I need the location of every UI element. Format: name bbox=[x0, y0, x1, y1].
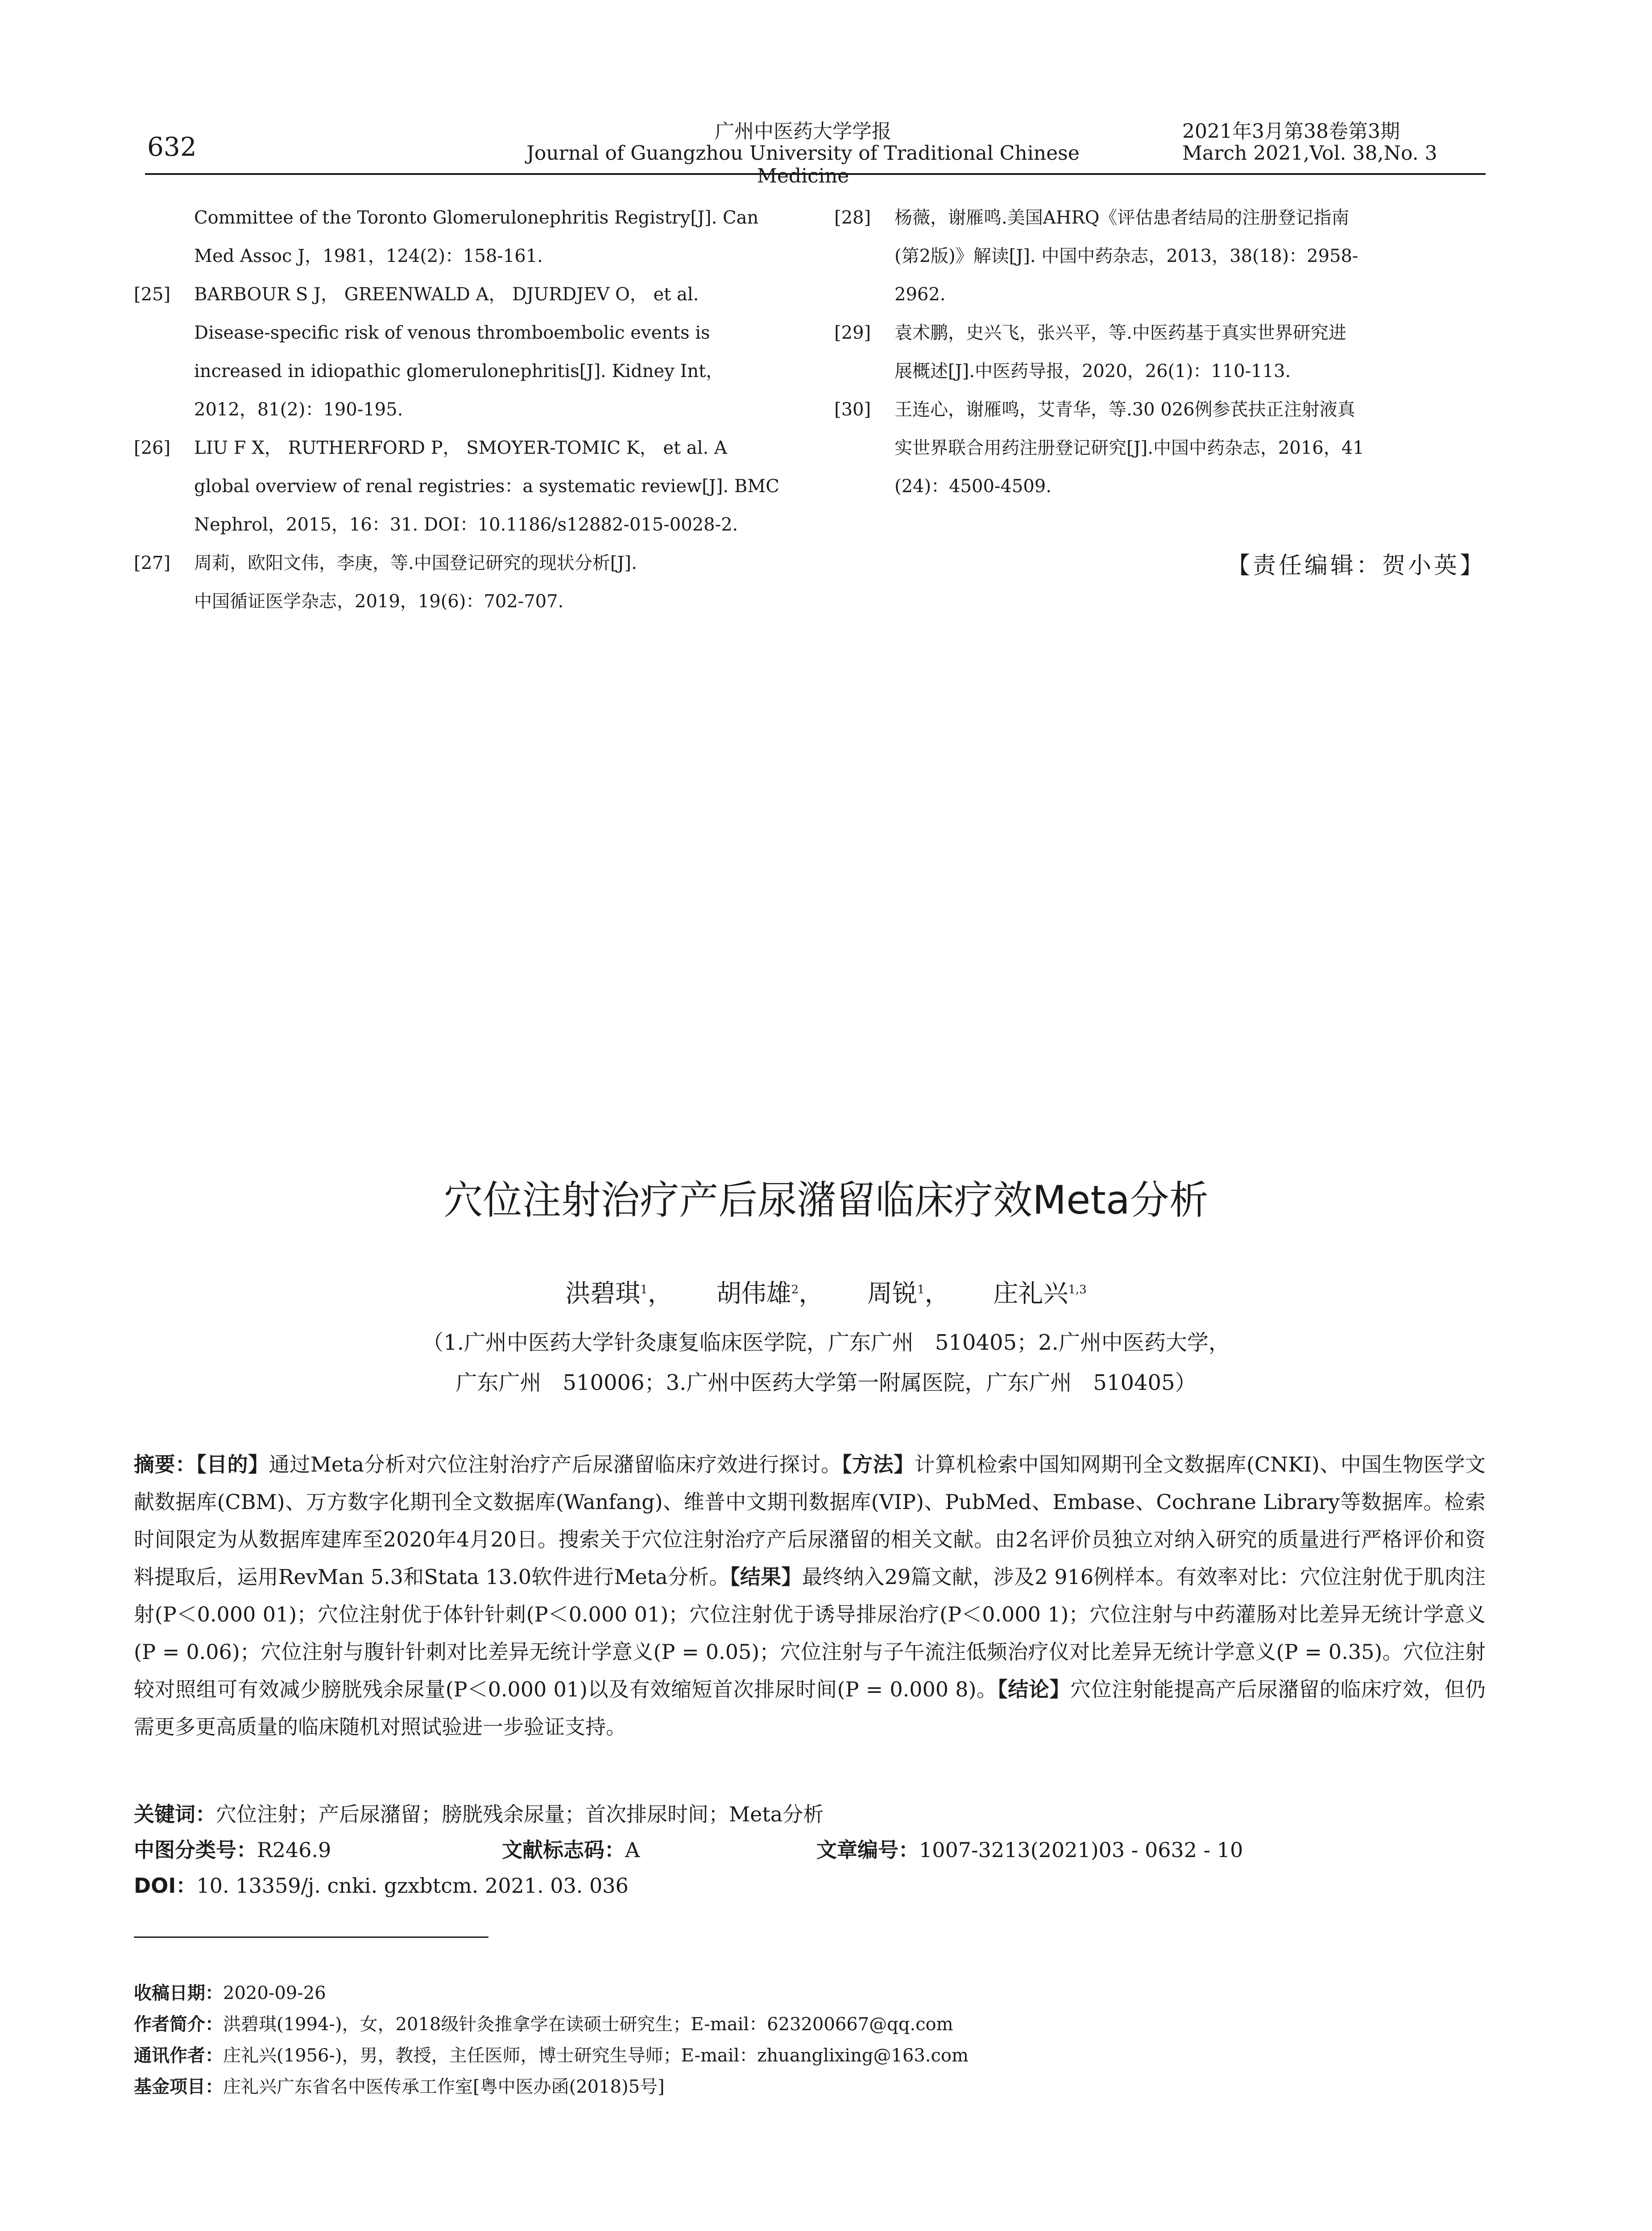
author: 周锐$^1$， bbox=[867, 1279, 950, 1308]
author: 胡伟雄$^2$， bbox=[716, 1279, 824, 1308]
objective-text: 通过Meta分析对穴位注射治疗产后尿潴留临床疗效进行探讨。 bbox=[269, 1452, 842, 1476]
reference-28 bbox=[834, 199, 1486, 314]
article-title: 穴位注射治疗产后尿潴留临床疗效Meta分析 bbox=[443, 1177, 1209, 1223]
doi-label: DOI： bbox=[134, 1874, 197, 1898]
reference-27 bbox=[134, 544, 785, 621]
doi-value: 10. 13359/j. cnki. gzxbtcm. 2021. 03. 036 bbox=[196, 1874, 629, 1898]
footnote-received: 收稿日期：2020-09-26 bbox=[134, 1983, 326, 2003]
clc-number: 中图分类号：R246.9 bbox=[134, 1838, 331, 1862]
methods-text: 计算机检索中国知网期刊全文数据库(CNKI)、中国生物医学文献数据库(CBM)、万方数字化期刊全文数据库(Wanfang)、维普中文期刊数据库(VIP)、PubMed、Embase、Cochrane Library等数据库。检索时间限定为从数据库建库至2020年4月20日。搜索关于穴位注射治疗产后尿潴留的相关文献。由2名评价员独立对纳入研究的质量进行严格评价和资料提取后，运用RevMan 5.3和Stata 13.0软件进行Meta分析。 bbox=[134, 1452, 1486, 1589]
author: 洪碧琪$^1$， bbox=[565, 1279, 673, 1308]
footnote-author-bio: 作者简介：洪碧琪(1994-)，女，2018级针灸推拿学在读硕士研究生；E-mail：623200667@qq.com bbox=[134, 2014, 953, 2035]
reference-number: [27] bbox=[134, 553, 171, 573]
conclusion-label: 【结论】 bbox=[997, 1677, 1070, 1701]
footnote-funding: 基金项目：庄礼兴广东省名中医传承工作室[粤中医办函(2018)5号] bbox=[134, 2077, 665, 2097]
journal-title-en: Journal of Guangzhou University of Traditional Chinese Medicine bbox=[526, 142, 1080, 187]
reference-29 bbox=[834, 314, 1486, 390]
issue-info-cn: 2021年3月第38卷第3期 bbox=[1182, 120, 1400, 143]
references-right-column bbox=[834, 199, 1486, 506]
author: 庄礼兴$^{1,3}$ bbox=[993, 1279, 1087, 1308]
objective-label: 【目的】 bbox=[196, 1452, 269, 1476]
reference-26 bbox=[134, 429, 785, 544]
abstract-label: 摘要： bbox=[134, 1452, 196, 1476]
responsible-editor-note: 【责任编辑：贺小英】 bbox=[1226, 552, 1486, 579]
reference-number: [28] bbox=[834, 207, 871, 228]
results-text: 最终纳入29篇文献，涉及2 916例样本。有效率对比：穴位注射优于肌肉注射(P＜0.000 01)；穴位注射优于体针针刺(P＜0.000 01)；穴位注射优于诱导排尿治疗(P＜0.000 1)；穴位注射与中药灌肠对比差异无统计学意义(P = 0.06)；穴位注射与腹针针刺对比差异无统计学意义(P = 0.05)；穴位注射与子午流注低频治疗仪对比差异无统计学意义(P = 0.35)。穴位注射较对照组可有效减少膀胱残余尿量(P＜0.000 01)以及有效缩短首次排尿时间(P = 0.000 8)。 bbox=[134, 1565, 1486, 1701]
doi bbox=[134, 1870, 629, 1899]
reference-text: BARBOUR S J， GREENWALD A， DJURDJEV O， et al. Disease-specific risk of venous thromboembolic events is increased in idiopathic glomerulonephritis[J]. Kidney Int， 2012，81(2)：190-195. bbox=[194, 284, 724, 420]
reference-number: [25] bbox=[134, 284, 171, 305]
page-number: 632 bbox=[147, 132, 197, 162]
journal-title-cn: 广州中医药大学学报 bbox=[715, 120, 891, 143]
footnote-corresponding-author: 通讯作者：庄礼兴(1956-)，男，教授，主任医师，博士研究生导师；E-mail：zhuanglixing@163.com bbox=[134, 2045, 969, 2066]
reference-text: 杨薇，谢雁鸣.美国AHRQ《评估患者结局的注册登记指南 (第2版)》解读[J]. 中国中药杂志，2013，38(18)：2958- 2962. bbox=[894, 207, 1358, 305]
header-rule bbox=[145, 173, 1486, 175]
affiliation-line: （1.广州中医药大学针灸康复临床医学院，广东广州 510405；2.广州中医药大学， bbox=[422, 1330, 1230, 1355]
document-code: 文献标志码：A bbox=[502, 1838, 640, 1862]
abstract bbox=[134, 1446, 1486, 1746]
conclusion-text: 穴位注射能提高产后尿潴留的临床疗效，但仍需更多更高质量的临床随机对照试验进一步验证支持。 bbox=[134, 1677, 1486, 1739]
reference-text: 王连心，谢雁鸣，艾青华，等.30 026例参芪扶正注射液真 实世界联合用药注册登记研究[J].中国中药杂志，2016，41 (24)：4500-4509. bbox=[894, 399, 1364, 497]
results-label: 【结果】 bbox=[729, 1565, 802, 1589]
reference-number: [30] bbox=[834, 399, 871, 420]
reference-25 bbox=[134, 275, 785, 429]
reference-number: [26] bbox=[134, 438, 171, 458]
issue-info-en: March 2021,Vol. 38,No. 3 bbox=[1182, 142, 1437, 165]
affiliation-line: 广东广州 510006；3.广州中医药大学第一附属医院，广东广州 510405） bbox=[455, 1370, 1197, 1395]
keywords bbox=[134, 1798, 824, 1828]
footnote-rule bbox=[134, 1937, 489, 1938]
reference-30 bbox=[834, 390, 1486, 506]
keywords-label: 关键词： bbox=[134, 1802, 216, 1826]
keywords-value: 穴位注射；产后尿潴留；膀胱残余尿量；首次排尿时间；Meta分析 bbox=[216, 1802, 824, 1826]
references-left-column bbox=[134, 199, 785, 621]
article-number: 文章编号：1007-3213(2021)03 - 0632 - 10 bbox=[816, 1838, 1243, 1862]
reference-24-continued: Committee of the Toronto Glomerulonephritis Registry[J]. Can Med Assoc J，1981，124(2)：158-161. bbox=[194, 207, 759, 266]
reference-number: [29] bbox=[834, 323, 871, 343]
methods-label: 【方法】 bbox=[841, 1452, 915, 1476]
reference-text: 周莉，欧阳文伟，李庚，等.中国登记研究的现状分析[J]. 中国循证医学杂志，2019，19(6)：702-707. bbox=[194, 553, 637, 612]
reference-text: 袁术鹏，史兴飞，张兴平，等.中医药基于真实世界研究进 展概述[J].中医药导报，2020，26(1)：110-113. bbox=[894, 323, 1346, 382]
author-list bbox=[0, 1274, 1652, 1310]
reference-text: LIU F X， RUTHERFORD P， SMOYER-TOMIC K， et al. A global overview of renal registries：a systematic review[J]. BMC Nephrol，2015，16：31. DOI：10.1186/s12882-015-0028-2. bbox=[194, 438, 779, 535]
classification-row bbox=[134, 1834, 1486, 1861]
